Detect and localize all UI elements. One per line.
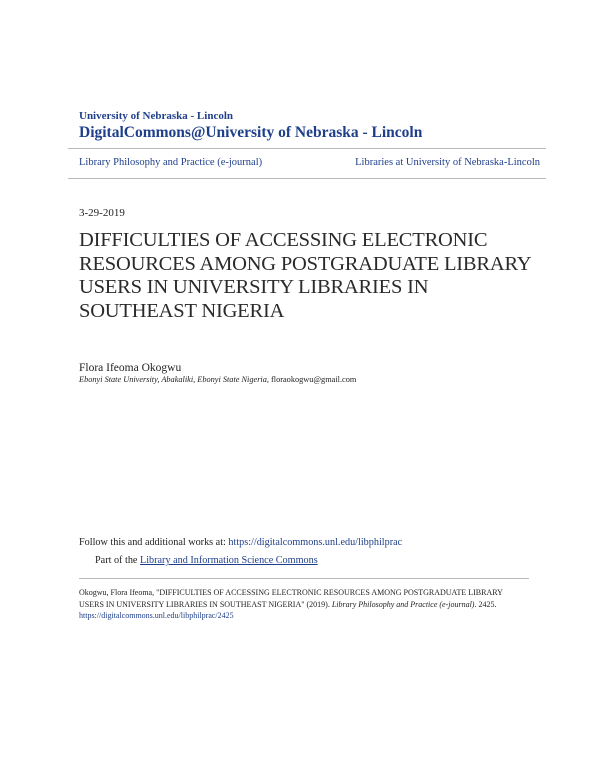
citation-journal: Library Philosophy and Practice (e-journal)	[331, 599, 475, 609]
nav-divider	[68, 178, 546, 179]
citation-tail: . 2425.	[474, 599, 497, 609]
follow-url-link[interactable]: https://digitalcommons.unl.edu/libphilprac	[228, 537, 403, 548]
journal-link[interactable]: Library Philosophy and Practice (e-journal)	[79, 157, 263, 168]
repository-name[interactable]: DigitalCommons@University of Nebraska - Lincoln	[79, 124, 423, 141]
citation-main: Okogwu, Flora Ifeoma, "DIFFICULTIES OF ACCESSING ELECTRONIC RESOURCES AMONG POSTGRADUATE LIBRARY USERS IN UNIVERSITY LIBRARIES IN SOUTHEAST NIGERIA" (2019).	[79, 588, 503, 609]
part-of-prefix: Part of the	[95, 555, 140, 566]
recommended-citation	[79, 587, 519, 622]
institution-name[interactable]: University of Nebraska - Lincoln	[79, 110, 233, 122]
follow-line	[79, 537, 402, 548]
author-email[interactable]: , floraokogwu@gmail.com	[266, 375, 357, 384]
citation-divider	[79, 578, 529, 579]
repository-header	[79, 110, 549, 143]
header-divider	[68, 148, 546, 149]
follow-prefix: Follow this and additional works at:	[79, 537, 229, 548]
author-name[interactable]: Flora Ifeoma Okogwu	[79, 362, 182, 374]
libraries-link[interactable]: Libraries at University of Nebraska-Lincoln	[355, 157, 540, 168]
citation-url-link[interactable]: https://digitalcommons.unl.edu/libphilprac/2425	[79, 611, 234, 620]
publication-date: 3-29-2019	[79, 207, 125, 219]
affiliation-text: Ebonyi State University, Abakaliki, Ebonyi State Nigeria	[79, 375, 267, 384]
commons-link[interactable]: Library and Information Science Commons	[139, 555, 318, 566]
author-affiliation	[79, 375, 356, 384]
paper-title: DIFFICULTIES OF ACCESSING ELECTRONIC RESOURCES AMONG POSTGRADUATE LIBRARY USERS IN UNIVERSITY LIBRARIES IN SOUTHEAST NIGERIA	[79, 229, 531, 322]
part-of-line	[95, 555, 318, 566]
